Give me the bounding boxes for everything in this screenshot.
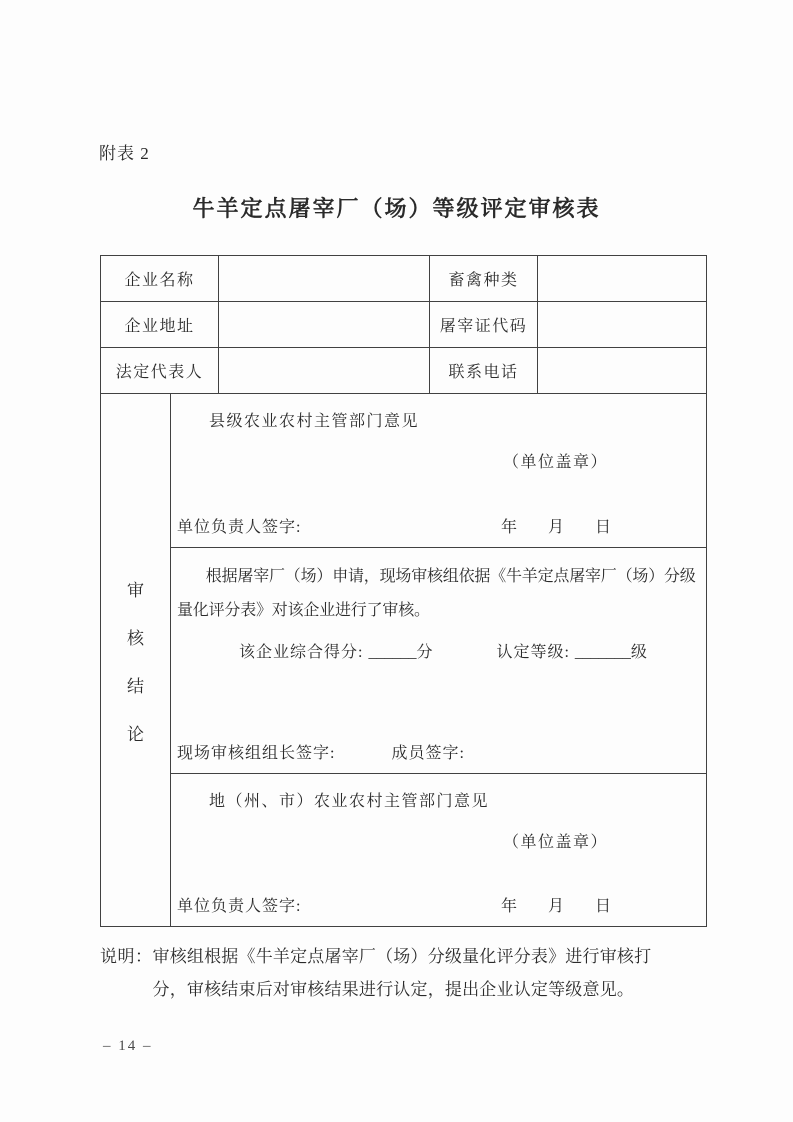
grade-blank: _______ xyxy=(574,643,631,661)
city-opinion-title: 地（州、市）农业农村主管部门意见 xyxy=(209,793,490,810)
review-form-table xyxy=(100,255,707,927)
conclusion-label-char: 论 xyxy=(127,724,144,744)
info-row-1 xyxy=(101,256,706,302)
city-date-text: 年 月 日 xyxy=(500,898,612,915)
grade-label: 认定等级: xyxy=(496,643,570,661)
city-opinion-section xyxy=(171,774,706,926)
page-number: – 14 – xyxy=(103,1038,153,1054)
company-name-label: 企业名称 xyxy=(101,256,219,301)
audit-paragraph: 根据屠宰厂（场）申请，现场审核组依据《牛羊定点屠宰厂（场）分级量化评分表》对该企业进行了审核。 xyxy=(177,568,696,620)
info-row-2 xyxy=(101,302,706,348)
slaughter-cert-code-value xyxy=(538,302,706,347)
conclusion-label-char: 核 xyxy=(127,628,144,648)
slaughter-cert-code-label: 屠宰证代码 xyxy=(430,302,538,347)
info-row-3 xyxy=(101,348,706,394)
conclusion-sections xyxy=(171,394,706,926)
county-sign-label: 单位负责人签字: xyxy=(177,519,302,536)
member-sign-label: 成员签字: xyxy=(391,745,465,762)
grade-unit: 级 xyxy=(630,643,648,661)
score-line xyxy=(177,639,700,662)
livestock-type-value xyxy=(538,256,706,301)
conclusion-label-char: 结 xyxy=(127,676,144,696)
audit-sign-row xyxy=(177,740,700,763)
note-label: 说明： xyxy=(100,947,153,966)
contact-phone-label: 联系电话 xyxy=(430,348,538,393)
company-address-label: 企业地址 xyxy=(101,302,219,347)
county-opinion-section xyxy=(171,394,706,548)
leader-sign-label: 现场审核组组长签字: xyxy=(177,745,336,762)
city-sign-row xyxy=(177,893,700,916)
conclusion-vertical-label xyxy=(101,394,171,926)
county-sign-row xyxy=(177,514,700,537)
city-seal-note: （单位盖章） xyxy=(502,834,608,851)
audit-result-section xyxy=(171,548,706,774)
legal-representative-value xyxy=(219,348,430,393)
note-text: 审核组根据《牛羊定点屠宰厂（场）分级量化评分表》进行审核打分，审核结束后对审核结果进行认定，提出企业认定等级意见。 xyxy=(152,947,652,1000)
city-sign-label: 单位负责人签字: xyxy=(177,898,302,915)
conclusion-label-char: 审 xyxy=(127,580,144,600)
score-blank: ______ xyxy=(368,643,417,661)
county-opinion-title: 县级农业农村主管部门意见 xyxy=(209,413,420,430)
livestock-type-label: 畜禽种类 xyxy=(430,256,538,301)
score-label: 该企业综合得分: xyxy=(239,643,364,661)
note-block xyxy=(100,940,658,1006)
contact-phone-value xyxy=(538,348,706,393)
page-title: 牛羊定点屠宰厂（场）等级评定审核表 xyxy=(192,196,601,221)
legal-representative-label: 法定代表人 xyxy=(101,348,219,393)
conclusion-row xyxy=(101,394,706,926)
company-address-value xyxy=(219,302,430,347)
company-name-value xyxy=(219,256,430,301)
county-date-text: 年 月 日 xyxy=(500,519,612,536)
score-unit: 分 xyxy=(416,643,434,661)
county-seal-note: （单位盖章） xyxy=(502,454,608,471)
annex-label: 附表 2 xyxy=(99,144,150,163)
